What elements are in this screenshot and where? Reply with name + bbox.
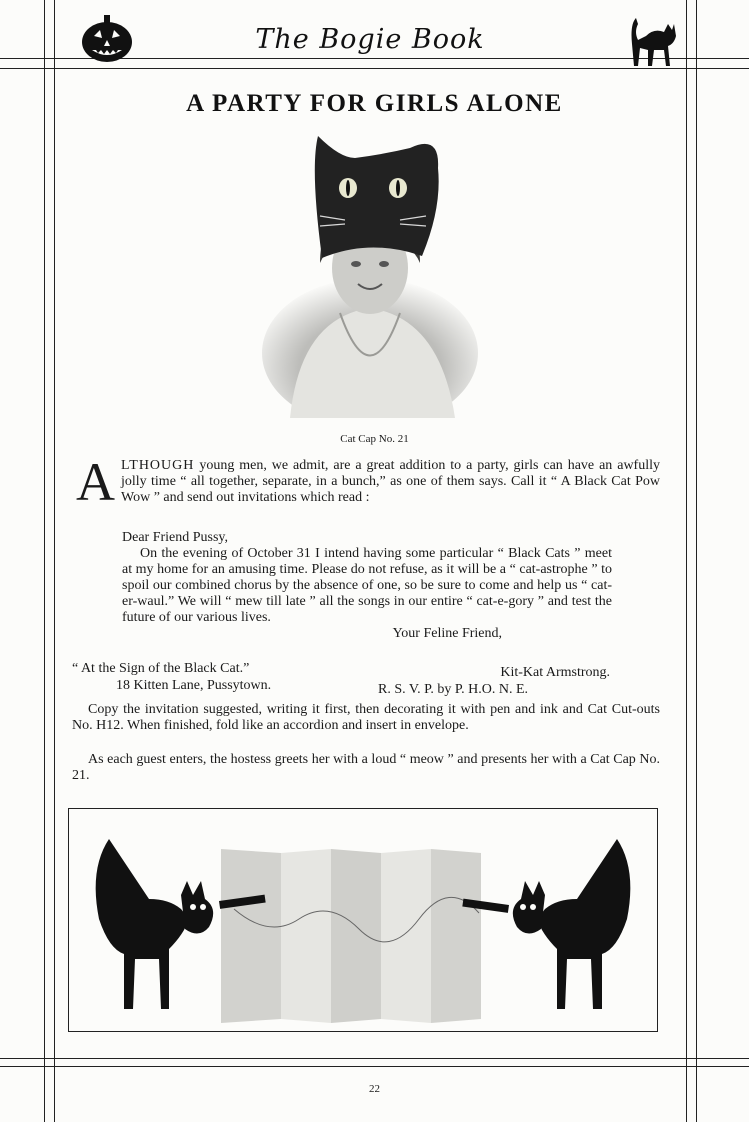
- letter-signature-block: [378, 664, 610, 698]
- margin-rule-right-inner: [686, 0, 687, 1122]
- black-cat-icon: [624, 14, 680, 70]
- page-number: 22: [369, 1083, 380, 1095]
- invitation-letter: [122, 530, 612, 642]
- intro-first-word: LTHOUGH: [121, 458, 195, 473]
- paragraph-copy-text: Copy the invitation suggested, writing it first, then decorating it with pen and ink and Cat Cut-outs No. H12. When finished, fold like an accordion and insert in envelope.: [72, 702, 660, 733]
- page-title: A PARTY FOR GIRLS ALONE: [186, 90, 563, 117]
- address-line-2: 18 Kitten Lane, Pussytown.: [116, 678, 272, 693]
- letter-closing: Your Feline Friend,: [392, 626, 502, 641]
- address-line-1: “ At the Sign of the Black Cat.”: [72, 661, 250, 676]
- photo-caption: Cat Cap No. 21: [340, 433, 409, 445]
- letter-greeting: Dear Friend Pussy,: [122, 530, 229, 545]
- paragraph-guest-text: As each guest enters, the hostess greets her with a loud “ meow ” and presents her with a Cat Cap No. 21.: [72, 752, 660, 783]
- intro-paragraph: [72, 452, 660, 512]
- letter-signature: Kit-Kat Armstrong.: [500, 665, 610, 680]
- drop-cap: A: [76, 452, 115, 512]
- pumpkin-icon: [80, 14, 134, 64]
- letter-rsvp: R. S. V. P. by P. H.O. N. E.: [378, 682, 529, 697]
- cats-and-accordion-image: [69, 809, 657, 1031]
- footer-rule-top: [0, 1058, 749, 1059]
- intro-text: young men, we admit, are a great addition to a party, girls can have an awfully jolly time “ all together, separate, in a bunch,” as one of them says. Call it “ A Black Cat Pow Wow ” and send out invitations which read :: [121, 458, 660, 505]
- header-title: The Bogie Book: [255, 24, 485, 55]
- cat-cap-photo: [260, 128, 480, 418]
- accordion-invitation-illustration: [68, 808, 658, 1032]
- paragraph-copy-invitation: [72, 702, 660, 734]
- letter-body: On the evening of October 31 I intend having some particular “ Black Cats ” meet at my home for an amusing time. Please do not refuse, as it will be a “ cat-astrophe ” to spoil our combined chorus by the absence of one, so be sure to come and help us “ cat-er-waul.” We will “ mew till late ” all the songs in our entire “ cat-e-gory ” and test the future of our various lives.: [122, 546, 612, 625]
- letter-address: [72, 660, 372, 694]
- margin-rule-left-outer: [44, 0, 45, 1122]
- accordion-fold-card: [221, 849, 481, 1023]
- footer-rule-bottom: [0, 1066, 749, 1067]
- margin-rule-left-inner: [54, 0, 55, 1122]
- black-cat-right-icon: [462, 839, 630, 1009]
- margin-rule-right-outer: [696, 0, 697, 1122]
- paragraph-guest-enters: [72, 752, 660, 784]
